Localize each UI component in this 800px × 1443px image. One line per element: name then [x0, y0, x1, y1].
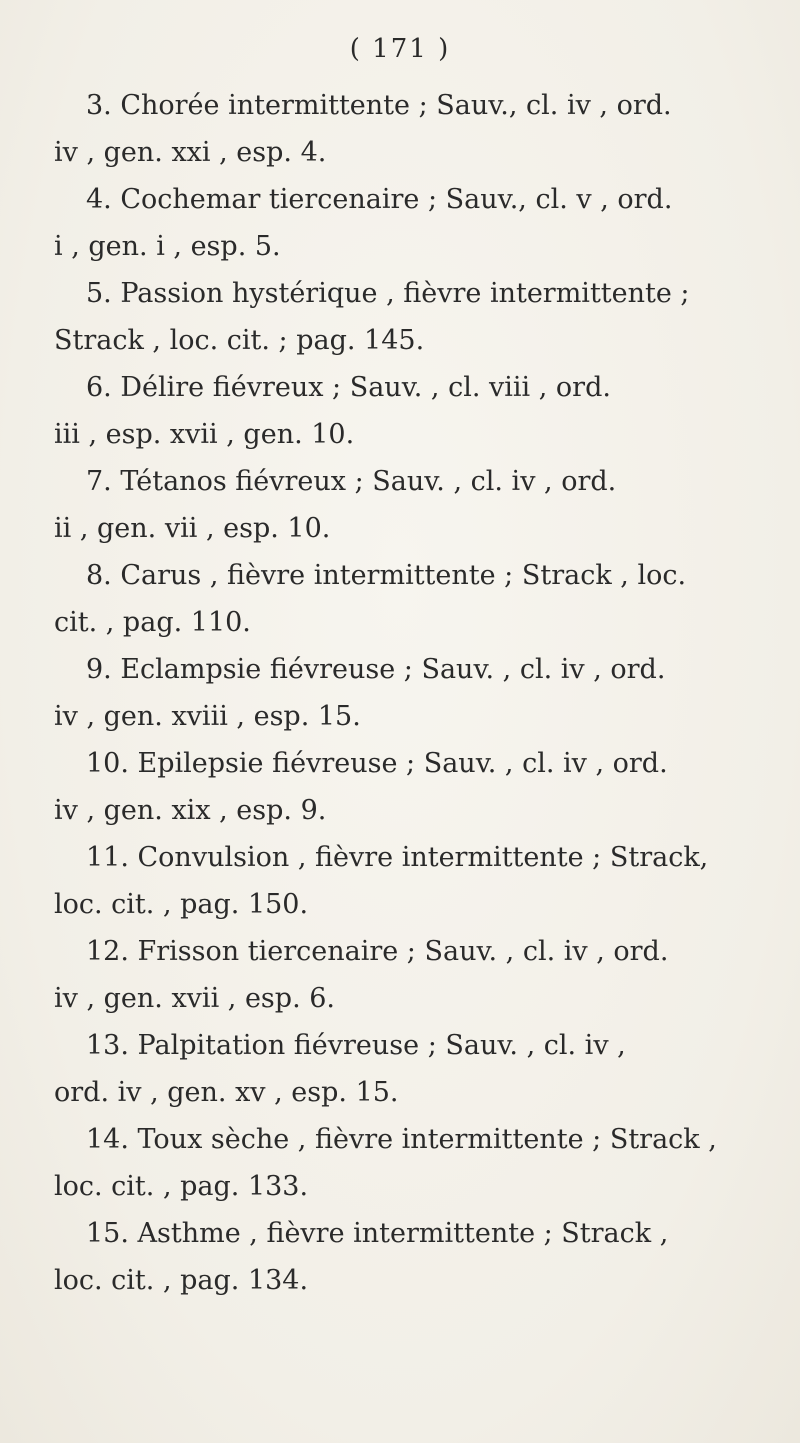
list-item [54, 646, 746, 740]
entry-line: 11. Convulsion , fièvre intermittente ; Strack, [86, 842, 709, 873]
entry-line: 5. Passion hystérique , fièvre intermittente ; [86, 278, 690, 309]
entry-line: iv , gen. xxi , esp. 4. [54, 137, 327, 168]
list-item [54, 82, 746, 176]
list-item [54, 176, 746, 270]
entry-line: iv , gen. xix , esp. 9. [54, 795, 327, 826]
entry-line: 15. Asthme , fièvre intermittente ; Strack , [86, 1218, 669, 1249]
list-item [54, 928, 746, 1022]
list-item [54, 1116, 746, 1210]
page-number: ( 171 ) [349, 34, 451, 64]
entry-line: ord. iv , gen. xv , esp. 15. [54, 1077, 399, 1108]
entry-line: 3. Chorée intermittente ; Sauv., cl. iv , ord. [86, 90, 672, 121]
entry-line: 13. Palpitation fiévreuse ; Sauv. , cl. iv , [86, 1030, 626, 1061]
entry-line: iii , esp. xvii , gen. 10. [54, 419, 355, 450]
list-item [54, 1022, 746, 1116]
entry-line: cit. , pag. 110. [54, 607, 251, 638]
entry-line: loc. cit. , pag. 134. [54, 1265, 309, 1296]
entry-line: Strack , loc. cit. ; pag. 145. [54, 325, 425, 356]
entry-line: loc. cit. , pag. 133. [54, 1171, 309, 1202]
entry-line: iv , gen. xviii , esp. 15. [54, 701, 361, 732]
entry-line: 12. Frisson tiercenaire ; Sauv. , cl. iv , ord. [86, 936, 669, 967]
list-item [54, 740, 746, 834]
list-item [54, 458, 746, 552]
entry-line: 10. Epilepsie fiévreuse ; Sauv. , cl. iv , ord. [86, 748, 668, 779]
list-item [54, 364, 746, 458]
entry-line: ii , gen. vii , esp. 10. [54, 513, 331, 544]
entry-list [54, 82, 746, 1304]
entry-line: iv , gen. xvii , esp. 6. [54, 983, 335, 1014]
entry-line: i , gen. i , esp. 5. [54, 231, 281, 262]
entry-line: 6. Délire fiévreux ; Sauv. , cl. viii , ord. [86, 372, 611, 403]
entry-line: 14. Toux sèche , fièvre intermittente ; Strack , [86, 1124, 717, 1155]
list-item [54, 552, 746, 646]
entry-line: loc. cit. , pag. 150. [54, 889, 309, 920]
list-item [54, 1210, 746, 1304]
list-item [54, 834, 746, 928]
entry-line: 8. Carus , fièvre intermittente ; Strack , loc. [86, 560, 687, 591]
entry-line: 9. Eclampsie fiévreuse ; Sauv. , cl. iv , ord. [86, 654, 666, 685]
entry-line: 4. Cochemar tiercenaire ; Sauv., cl. v , ord. [86, 184, 673, 215]
list-item [54, 270, 746, 364]
entry-line: 7. Tétanos fiévreux ; Sauv. , cl. iv , ord. [86, 466, 617, 497]
